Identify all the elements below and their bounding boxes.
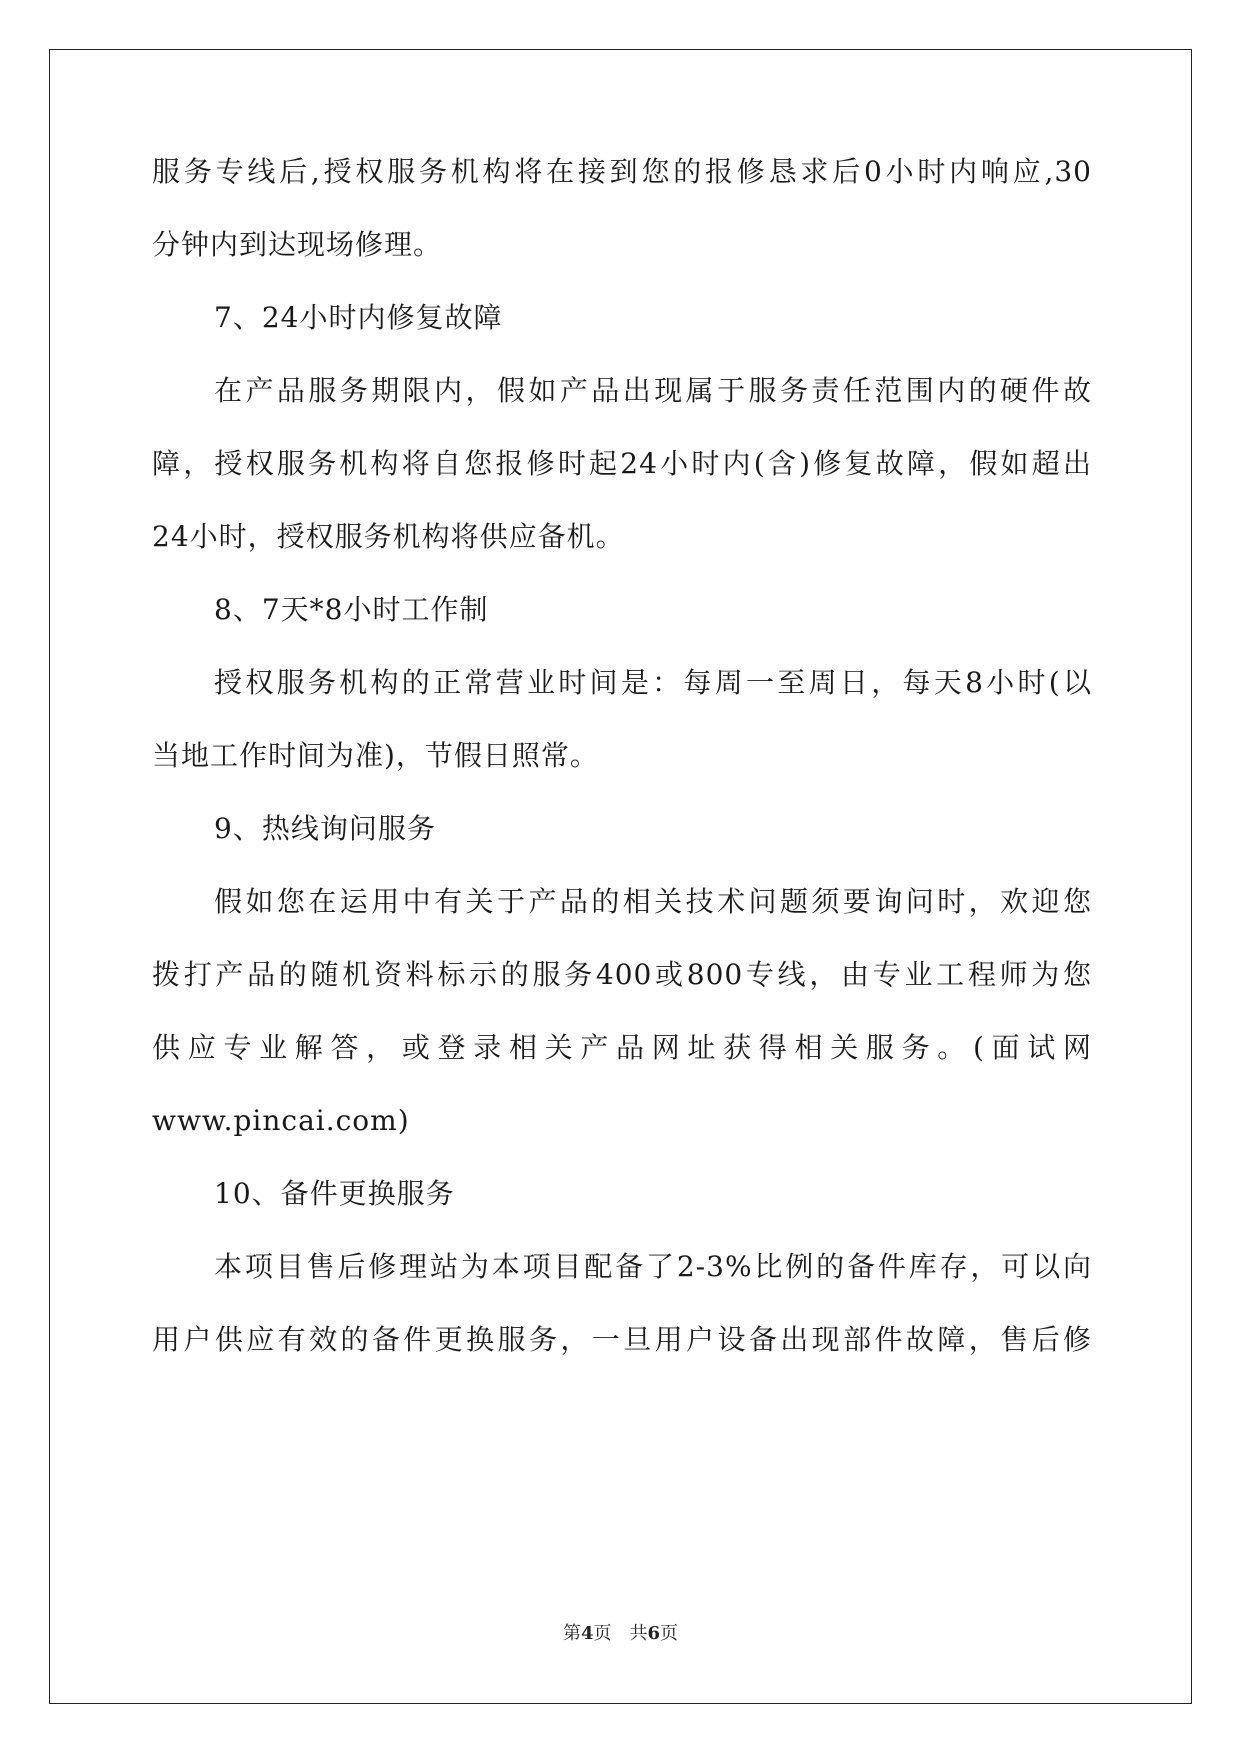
text-line: 在产品服务期限内，假如产品出现属于服务责任范围内的硬件故 xyxy=(214,374,1092,407)
text-line: 授权服务机构的正常营业时间是：每周一至周日，每天8小时(以 xyxy=(214,666,1092,699)
page-footer xyxy=(0,1623,1241,1645)
section-heading: 10、备件更换服务 xyxy=(214,1177,455,1210)
text-line: 分钟内到达现场修理。 xyxy=(152,228,443,261)
section-heading: 8、7天*8小时工作制 xyxy=(214,593,489,626)
text-line: 障，授权服务机构将自您报修时起24小时内(含)修复故障，假如超出 xyxy=(152,447,1092,480)
text-line: 24小时，授权服务机构将供应备机。 xyxy=(152,520,625,553)
total-pages: 6 xyxy=(647,1623,661,1644)
section-heading: 7、24小时内修复故障 xyxy=(214,301,503,334)
footer-total-prefix: 共 xyxy=(629,1623,648,1644)
text-line: 服务专线后,授权服务机构将在接到您的报修恳求后0小时内响应,30 xyxy=(152,155,1092,188)
section-heading: 9、热线询问服务 xyxy=(214,812,436,845)
text-line: 拨打产品的随机资料标示的服务400或800专线，由专业工程师为您 xyxy=(152,958,1092,991)
text-line: www.pincai.com) xyxy=(152,1104,410,1137)
text-line: 假如您在运用中有关于产品的相关技术问题须要询问时，欢迎您 xyxy=(214,885,1092,918)
footer-total-suffix: 页 xyxy=(660,1623,679,1644)
text-line: 当地工作时间为准)，节假日照常。 xyxy=(152,739,599,772)
text-line: 供应专业解答，或登录相关产品网址获得相关服务。(面试网 xyxy=(152,1031,1092,1064)
footer-page-suffix: 页 xyxy=(593,1623,612,1644)
footer-prefix: 第 xyxy=(562,1623,581,1644)
page-number: 4 xyxy=(580,1623,594,1644)
text-line: 用户供应有效的备件更换服务，一旦用户设备出现部件故障，售后修 xyxy=(152,1323,1092,1356)
text-line: 本项目售后修理站为本项目配备了2-3%比例的备件库存，可以向 xyxy=(214,1250,1092,1283)
